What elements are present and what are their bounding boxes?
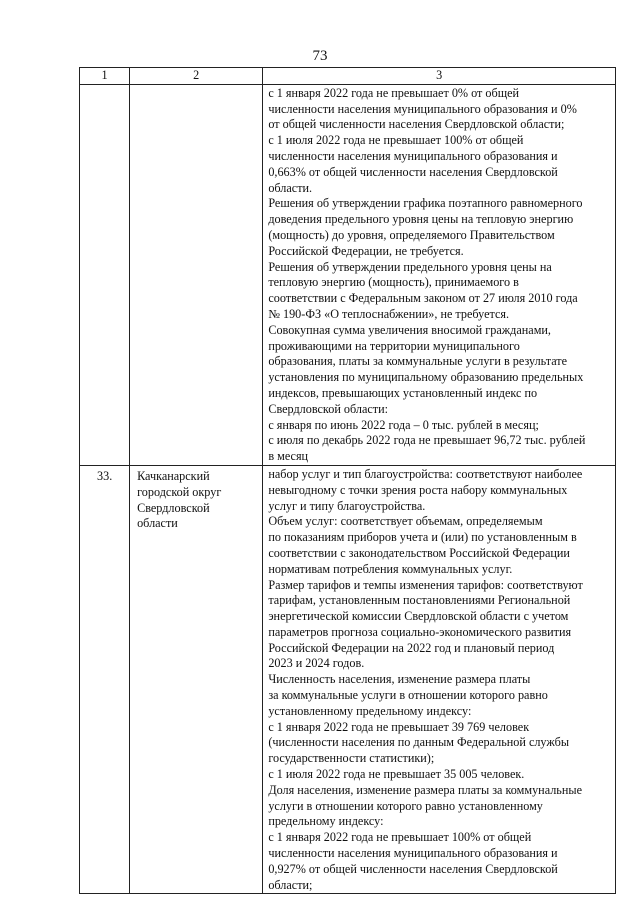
text-line: проживающими на территории муниципального bbox=[268, 338, 520, 353]
text-line: Доля населения, изменение размера платы за коммунальные bbox=[268, 782, 582, 797]
text-line: Свердловской области: bbox=[268, 401, 389, 416]
text-line: численности населения муниципального образования и bbox=[268, 846, 558, 861]
municipality-name bbox=[137, 469, 258, 532]
page-number: 73 bbox=[312, 48, 328, 64]
text-line: с июля по декабрь 2022 года не превышает 96,72 тыс. рублей bbox=[268, 433, 586, 448]
municipality-name-line: Свердловской bbox=[137, 500, 210, 515]
text-line: с 1 июля 2022 года не превышает 35 005 человек. bbox=[268, 767, 525, 782]
text-line: образования, платы за коммунальные услуги в результате bbox=[268, 354, 568, 369]
text-line: численности населения муниципального образования и bbox=[268, 148, 558, 163]
text-line: услуги в отношении которого равно установленному bbox=[268, 798, 543, 813]
text-line: от общей численности населения Свердловской области; bbox=[268, 117, 565, 132]
municipality-name-cell bbox=[130, 465, 263, 894]
text-line: тепловую энергию (мощность), принимаемого в bbox=[268, 275, 519, 290]
text-line: с 1 января 2022 года не превышает 100% от общей bbox=[268, 830, 532, 845]
description-cell bbox=[263, 465, 616, 894]
text-line: с 1 июля 2022 года не превышает 100% от общей bbox=[268, 133, 524, 148]
text-line: Численность населения, изменение размера платы bbox=[268, 672, 531, 687]
table-header-row bbox=[80, 68, 616, 85]
text-line: Решения об утверждении предельного уровня цены на bbox=[268, 259, 552, 274]
text-line: нормативам потребления коммунальных услуг. bbox=[268, 561, 513, 576]
text-line: Российской Федерации на 2022 год и плановый период bbox=[268, 640, 555, 655]
description-text bbox=[268, 467, 611, 894]
text-line: с 1 января 2022 года не превышает 0% от общей bbox=[268, 85, 520, 100]
text-line: 0,663% от общей численности населения Свердловской bbox=[268, 164, 558, 179]
table-row-33 bbox=[80, 465, 616, 894]
row-number: 33. bbox=[80, 465, 130, 894]
text-line: невыгодному с точки зрения роста набору коммунальных bbox=[268, 482, 568, 497]
text-line: параметров прогноза социально-экономического развития bbox=[268, 624, 572, 639]
text-line: Объем услуг: соответствует объемам, определяемым bbox=[268, 514, 543, 529]
description-text bbox=[268, 86, 611, 465]
text-line: в месяц bbox=[268, 449, 309, 464]
text-line: индексов, превышающих установленный индекс по bbox=[268, 385, 538, 400]
municipality-name-line: Качканарский bbox=[137, 468, 210, 483]
text-line: численности населения муниципального образования и 0% bbox=[268, 101, 577, 116]
text-line: Совокупная сумма увеличения вносимой гражданами, bbox=[268, 322, 551, 337]
text-line: Решения об утверждении графика поэтапного равномерного bbox=[268, 196, 583, 211]
text-line: области. bbox=[268, 180, 313, 195]
text-line: соответствии с законодательством Российской Федерации bbox=[268, 545, 570, 560]
text-line: области; bbox=[268, 877, 313, 892]
text-line: услуг и типу благоустройства. bbox=[268, 498, 426, 513]
text-line: Размер тарифов и темпы изменения тарифов: соответствуют bbox=[268, 577, 583, 592]
text-line: доведения предельного уровня цены на тепловую энергию bbox=[268, 212, 574, 227]
header-col-1: 1 bbox=[80, 68, 130, 85]
municipality-name-line: области bbox=[137, 516, 178, 531]
row-number-cell-empty bbox=[80, 84, 130, 465]
text-line: 0,927% от общей численности населения Свердловской bbox=[268, 861, 558, 876]
text-line: предельному индексу: bbox=[268, 814, 384, 829]
text-line: (численности населения по данным Федеральной службы bbox=[268, 735, 570, 750]
text-line: за коммунальные услуги в отношении которого равно bbox=[268, 688, 548, 703]
text-line: (мощность) до уровня, определяемого Правительством bbox=[268, 227, 555, 242]
table-row-continuation bbox=[80, 84, 616, 465]
text-line: установленному предельному индексу: bbox=[268, 703, 472, 718]
text-line: 2023 и 2024 годов. bbox=[268, 656, 365, 671]
text-line: Российской Федерации, не требуется. bbox=[268, 243, 464, 258]
header-col-3: 3 bbox=[263, 68, 616, 85]
text-line: по показаниям приборов учета и (или) по установленным в bbox=[268, 530, 577, 545]
text-line: государственности статистики); bbox=[268, 751, 435, 766]
description-cell bbox=[263, 84, 616, 465]
text-line: установления по муниципальному образованию предельных bbox=[268, 370, 584, 385]
municipality-name-line: городской округ bbox=[137, 484, 222, 499]
tariff-table bbox=[79, 67, 616, 894]
text-line: тарифам, установленным постановлениями Региональной bbox=[268, 593, 571, 608]
text-line: с 1 января 2022 года не превышает 39 769 человек bbox=[268, 719, 530, 734]
header-col-2: 2 bbox=[130, 68, 263, 85]
text-line: с января по июнь 2022 года – 0 тыс. рублей в месяц; bbox=[268, 417, 539, 432]
text-line: набор услуг и тип благоустройства: соответствуют наиболее bbox=[268, 466, 583, 481]
text-line: соответствии с Федеральным законом от 27 июля 2010 года bbox=[268, 291, 578, 306]
text-line: № 190-ФЗ «О теплоснабжении», не требуется. bbox=[268, 306, 510, 321]
text-line: энергетической комиссии Свердловской области с учетом bbox=[268, 609, 569, 624]
org-cell-empty bbox=[130, 84, 263, 465]
